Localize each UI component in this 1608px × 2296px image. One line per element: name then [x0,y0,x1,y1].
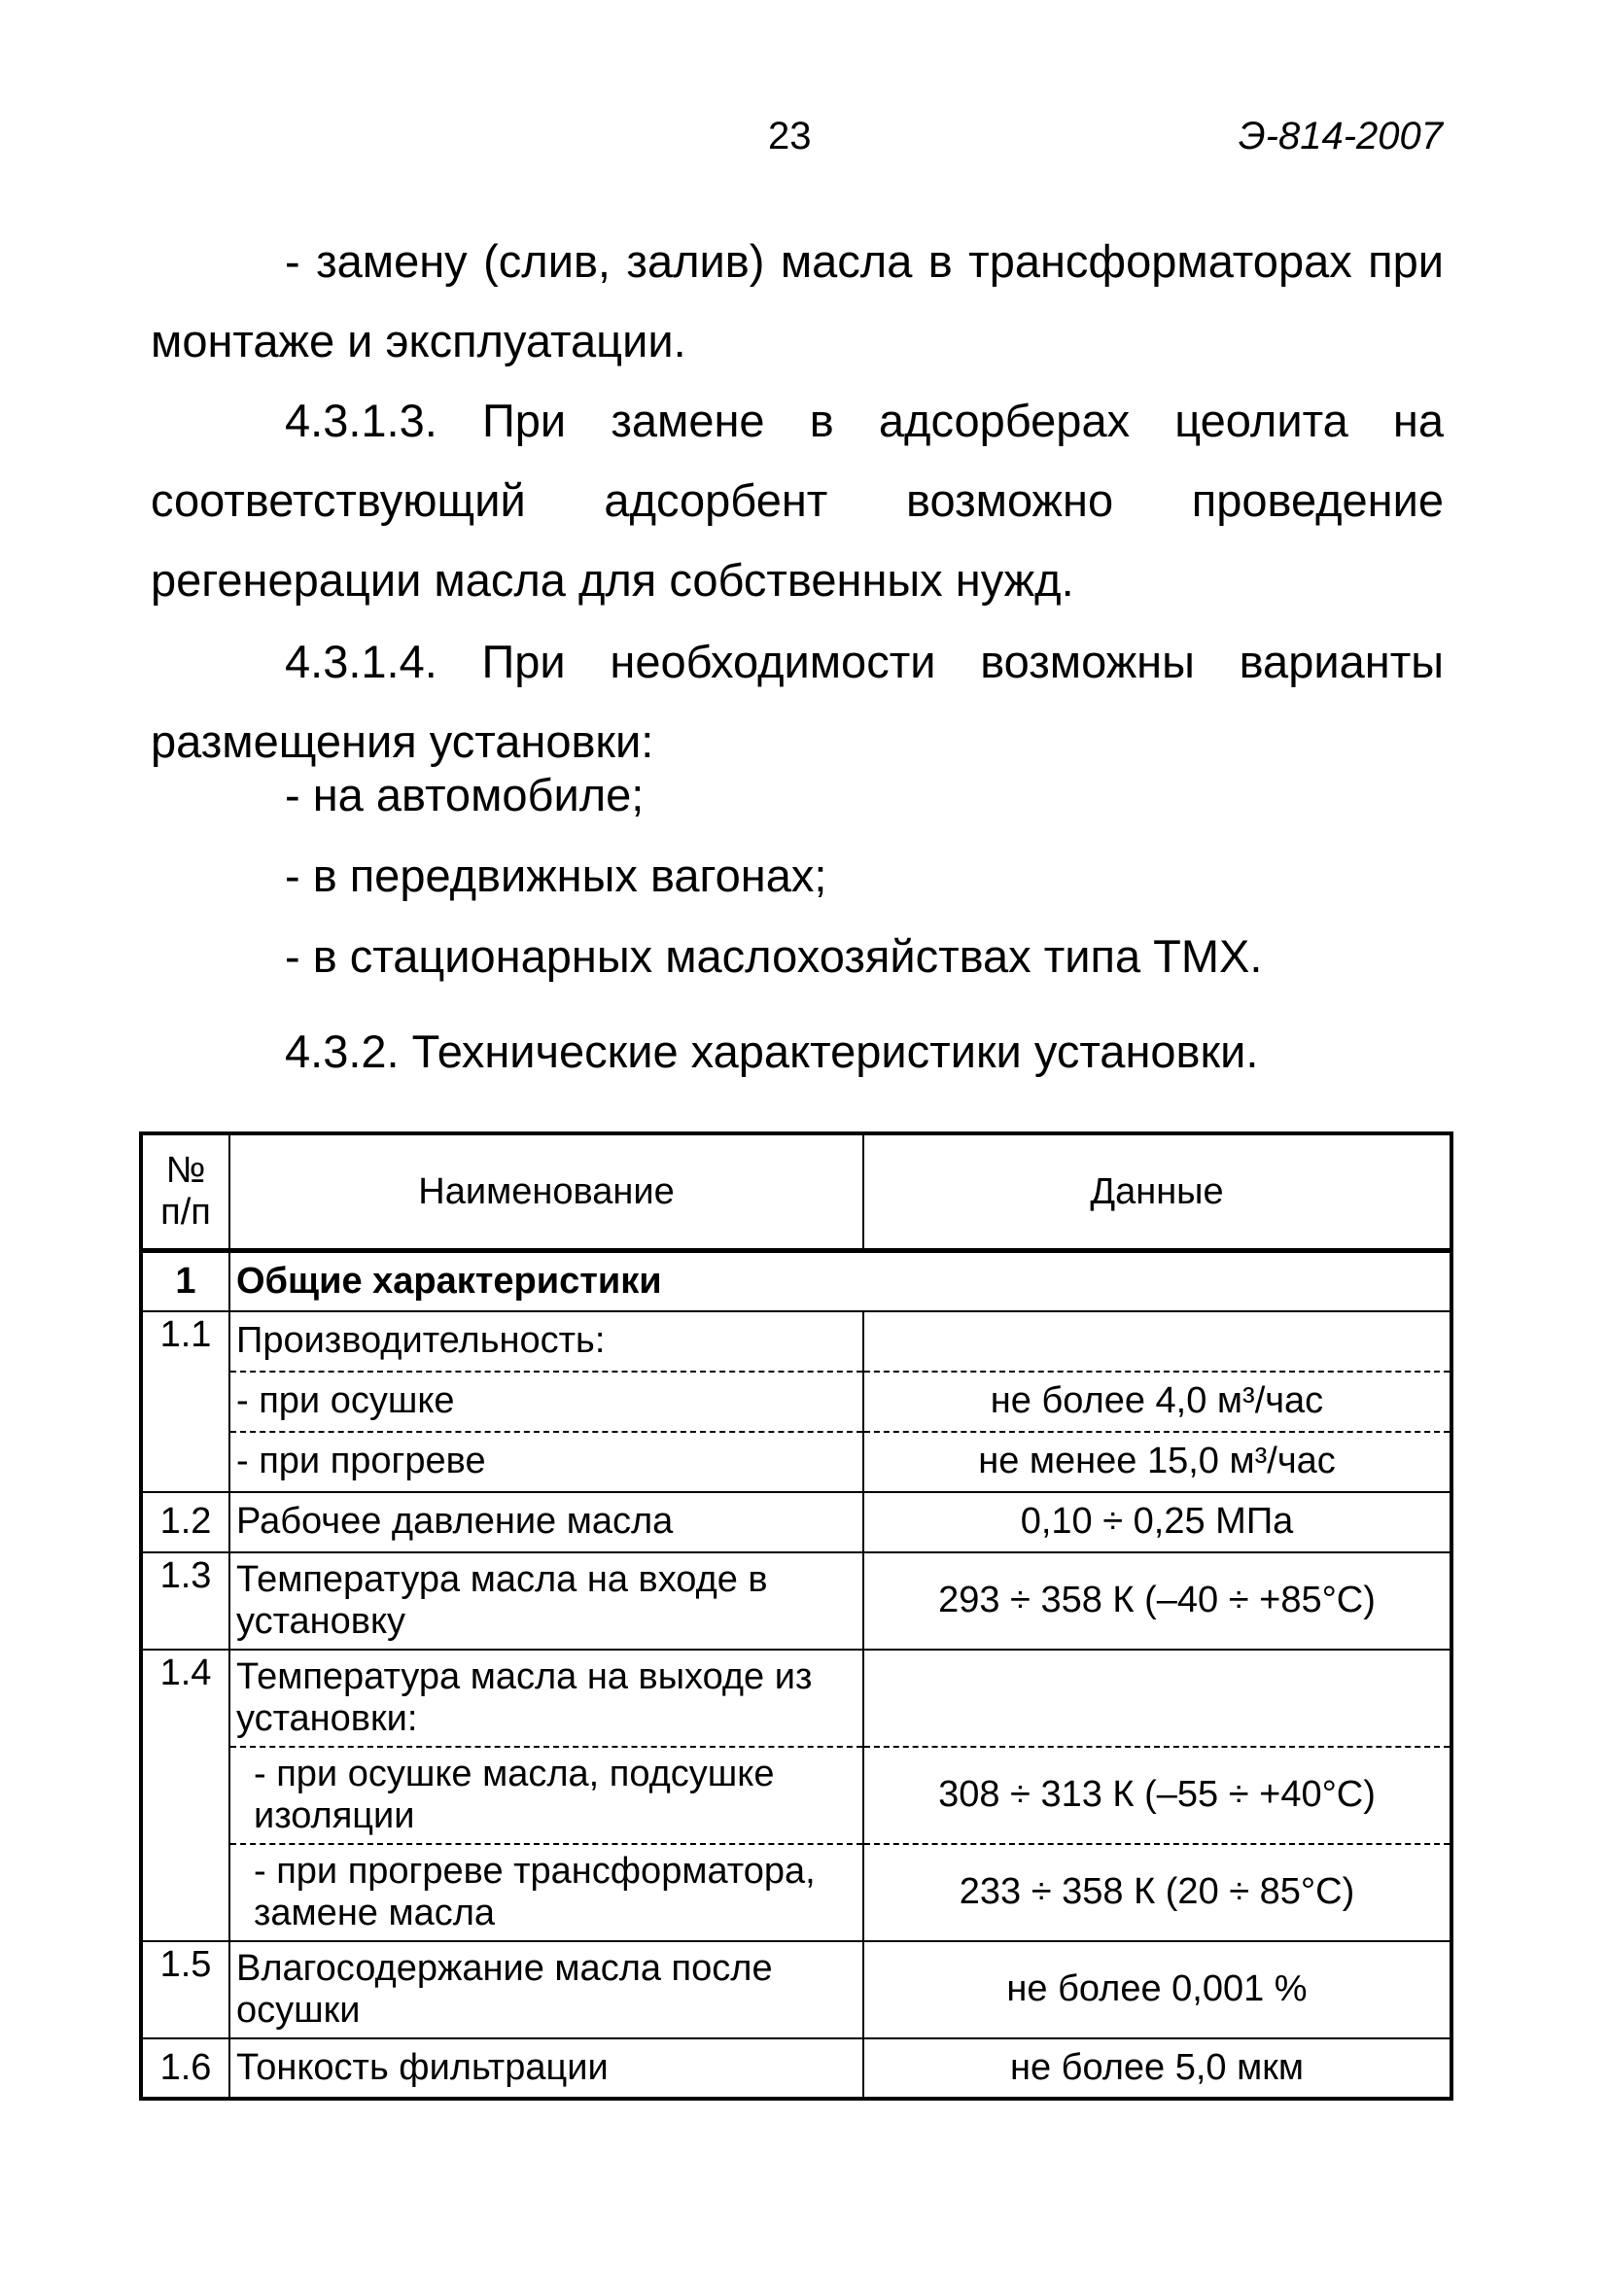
cell-num: 1.3 [141,1552,229,1650]
list-item: - в передвижных вагонах; [285,850,827,901]
table-row [141,1432,1451,1492]
cell-name: Рабочее давление масла [229,1492,863,1552]
document-code: Э-814-2007 [1238,115,1443,157]
cell-name: - при осушке [229,1372,863,1432]
table-row [141,1372,1451,1432]
cell-name: - при прогреве трансформатора, замене масла [229,1844,863,1941]
list-item: - на автомобиле; [285,769,645,820]
cell-value: не менее 15,0 м³/час [863,1432,1451,1492]
cell-name: - при прогреве [229,1432,863,1492]
table-row [141,1311,1451,1372]
table-row [141,2038,1451,2099]
cell-num: 1 [141,1251,229,1311]
cell-name: Влагосодержание масла после осушки [229,1941,863,2038]
cell-num: 1.4 [141,1650,229,1941]
cell-name: Общие характеристики [229,1251,1451,1311]
cell-num: 1.5 [141,1941,229,2038]
table-row [141,1747,1451,1844]
table-row [141,1492,1451,1552]
cell-name: - при осушке масла, подсушке изоляции [229,1747,863,1844]
page-number: 23 [768,115,812,157]
table-row [141,1650,1451,1747]
cell-value: 308 ÷ 313 К (–55 ÷ +40°С) [863,1747,1451,1844]
cell-value: не более 5,0 мкм [863,2038,1451,2099]
cell-name: Тонкость фильтрации [229,2038,863,2099]
page-header [0,115,1608,173]
specifications-table [139,1131,1453,2101]
section-title: 4.3.2. Технические характеристики установки. [285,1026,1259,1077]
paragraph-4-3-1-4: 4.3.1.4. При необходимости возможны варианты размещения установки: [151,636,1444,767]
list-item: - в стационарных маслохозяйствах типа ТМХ. [285,930,1263,982]
cell-name: Температура масла на выходе из установки: [229,1650,863,1747]
cell-name: Температура масла на входе в установку [229,1552,863,1650]
paragraph-4-3-1-3: 4.3.1.3. При замене в адсорберах цеолита на соответствующий адсорбент возможно проведение регенерации масла для собственных нужд. [151,395,1444,606]
cell-value [863,1311,1451,1372]
header-name: Наименование [229,1133,863,1251]
table-header-row [141,1133,1451,1251]
cell-value: 293 ÷ 358 К (–40 ÷ +85°С) [863,1552,1451,1650]
cell-value: не более 0,001 % [863,1941,1451,2038]
header-value: Данные [863,1133,1451,1251]
table-row [141,1844,1451,1941]
cell-value [863,1650,1451,1747]
table-row [141,1552,1451,1650]
cell-value: не более 4,0 м³/час [863,1372,1451,1432]
cell-num: 1.1 [141,1311,229,1492]
cell-num: 1.6 [141,2038,229,2099]
paragraph-oil-replacement: - замену (слив, залив) масла в трансформаторах при монтаже и эксплуатации. [151,235,1444,366]
cell-num: 1.2 [141,1492,229,1552]
table-row [141,1251,1451,1311]
cell-name: Производительность: [229,1311,863,1372]
cell-value: 233 ÷ 358 К (20 ÷ 85°С) [863,1844,1451,1941]
table-row [141,1941,1451,2038]
cell-value: 0,10 ÷ 0,25 МПа [863,1492,1451,1552]
header-num: № п/п [141,1133,229,1251]
